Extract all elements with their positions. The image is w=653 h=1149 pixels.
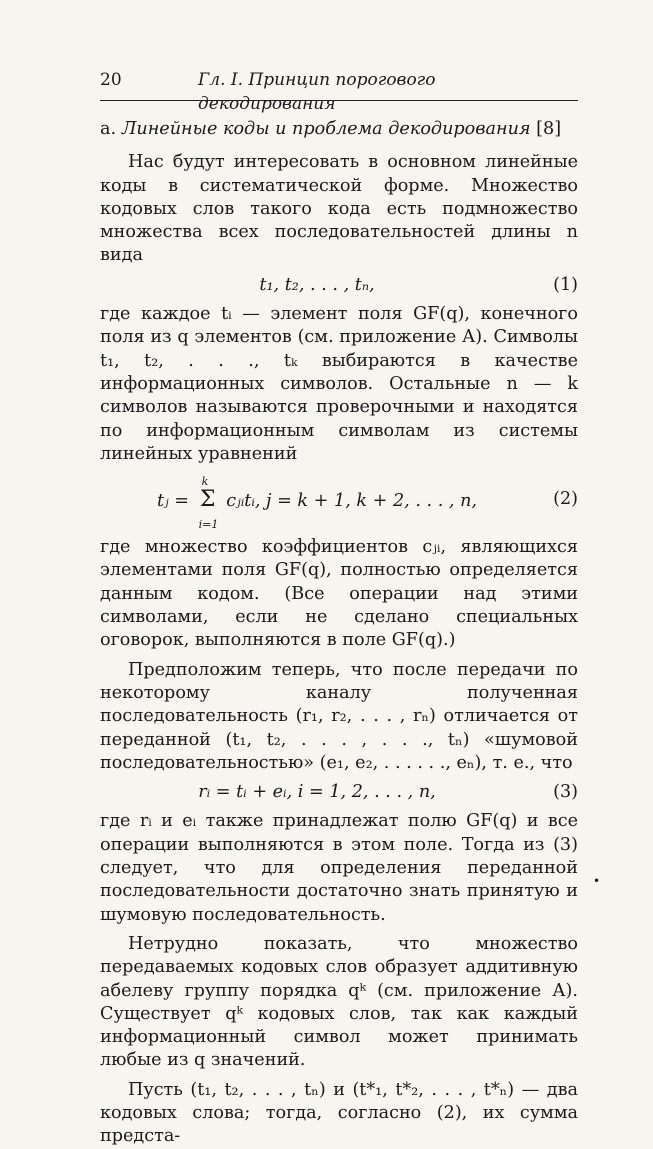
section-heading	[100, 118, 578, 141]
paragraph-4: Предположим теперь, что после передачи по некоторому каналу полученная последовательность (r₁, r₂, . . . , rₙ) отличается от переданной (t₁, t₂, . . . , . . ., tₙ) «шумовой последовательностью» (e₁, e₂, . . . . . ., eₙ), т. е., что	[100, 659, 578, 773]
header-rule	[100, 100, 578, 101]
section-ref: [8]	[536, 119, 562, 139]
equation-2-formula	[100, 475, 534, 532]
equation-2-rhs: cⱼᵢtᵢ, j = k + 1, k + 2, . . . , n,	[226, 491, 478, 512]
page-number: 20	[100, 70, 122, 90]
summation-lower-limit: i=1	[198, 518, 219, 532]
equation-3-number: (3)	[553, 782, 578, 803]
equation-1	[100, 274, 578, 297]
equation-2-number: (2)	[553, 489, 578, 510]
equation-1-number: (1)	[553, 274, 578, 295]
equation-2-lhs: tⱼ =	[156, 491, 190, 512]
section-title: Линейные коды и проблема декодирования	[121, 119, 531, 139]
equation-2	[100, 470, 578, 530]
paragraph-2: где каждое tᵢ — элемент поля GF(q), конечного поля из q элементов (см. приложение А). Символы t₁, t₂, . . ., tₖ выбираются в качестве информационных символов. Остальные n — k символов называются проверочными и находятся по информационным символам из системы линейных уравнений	[100, 304, 578, 464]
paragraph-1: Нас будут интересовать в основном линейные коды в систематической форме. Множество кодовых слов такого кода есть подмножество множества всех последовательностей длины n вида	[100, 152, 578, 266]
summation-sign	[197, 475, 219, 532]
section-letter: а.	[100, 119, 117, 139]
stray-ink-mark: •	[593, 874, 601, 888]
summation-symbol: Σ	[199, 487, 216, 513]
paragraph-5: где rᵢ и eᵢ также принадлежат полю GF(q) и все операции выполняются в этом поле. Тогда из (3) следует, что для определения переданной последовательности достаточно знать принятую и шумовую последовательность.	[100, 811, 578, 925]
page-body	[100, 118, 578, 1149]
summation-upper-limit: k	[201, 475, 209, 489]
equation-3-formula: rᵢ = tᵢ + eᵢ, i = 1, 2, . . . , n,	[198, 782, 436, 803]
paragraph-7: Пусть (t₁, t₂, . . . , tₙ) и (t*₁, t*₂, . . . , t*ₙ) — два кодовых слова; тогда, согласно (2), их сумма предста-	[100, 1079, 578, 1147]
equation-3	[100, 781, 578, 804]
equation-1-formula: t₁, t₂, . . . , tₙ,	[259, 274, 375, 295]
paragraph-6: Нетрудно показать, что множество передаваемых кодовых слов образует аддитивную абелеву группу порядка qᵏ (см. приложение А). Существует qᵏ кодовых слов, так как каждый информационный символ может принимать любые из q значений.	[100, 933, 578, 1071]
running-title: Гл. I. Принцип порогового декодирования	[198, 70, 436, 114]
paragraph-3: где множество коэффициентов cⱼᵢ, являющихся элементами поля GF(q), полностью определяется данным кодом. (Все операции над этими символами, если не сделано специальных оговорок, выполняются в поле GF(q).)	[100, 537, 578, 651]
